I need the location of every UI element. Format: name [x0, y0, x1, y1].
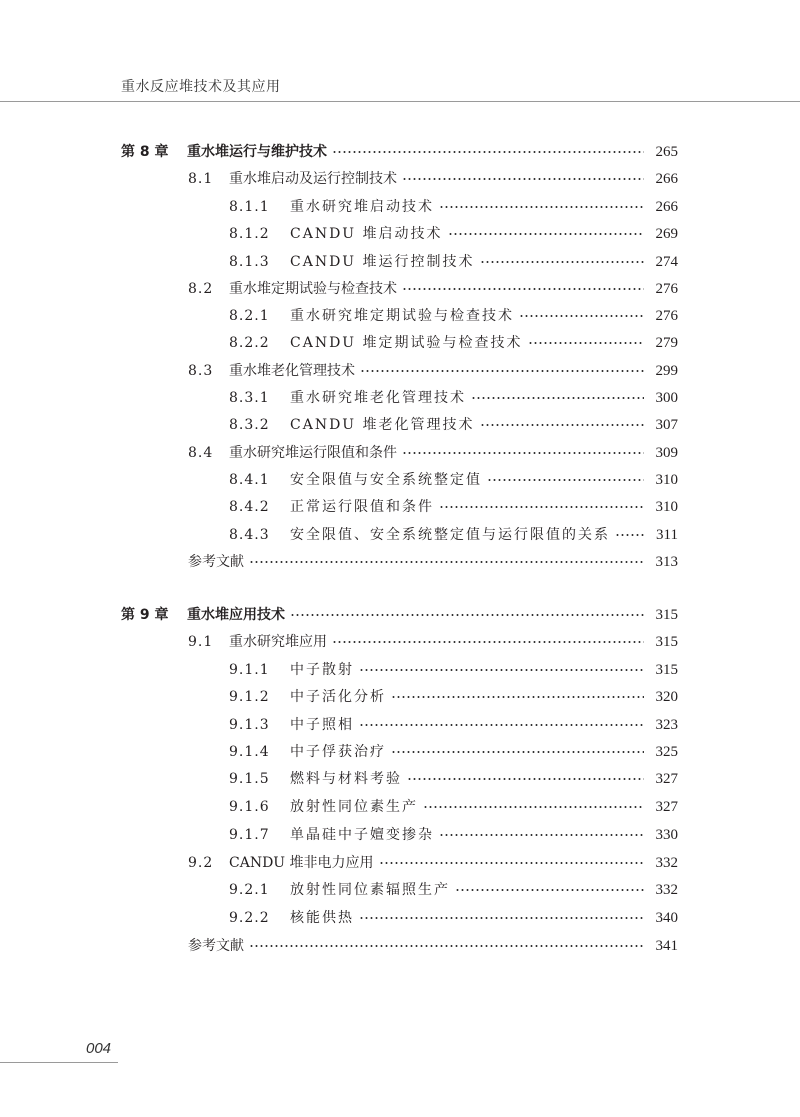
- entry-title: CANDU 堆非电力应用: [229, 855, 374, 871]
- dot-leader: [487, 478, 644, 482]
- entry-number: 8.1: [188, 171, 214, 187]
- entry-page-number: 266: [655, 171, 678, 187]
- entry-title: 重水研究堆启动技术: [290, 199, 434, 215]
- entry-title: 核能供热: [290, 910, 354, 926]
- dot-leader: [480, 423, 644, 427]
- entry-title: 放射性同位素生产: [290, 799, 418, 815]
- entry-title: 重水研究堆应用: [229, 634, 327, 650]
- entry-number: 9.1.5: [229, 771, 270, 787]
- dot-leader: [471, 396, 644, 400]
- entry-page-number: 266: [655, 199, 678, 215]
- dot-leader: [359, 668, 644, 672]
- dot-leader: [519, 314, 644, 318]
- entry-number: 8.4: [188, 445, 214, 461]
- toc-entry-section: [188, 169, 678, 189]
- entry-number: 8.4.1: [229, 472, 270, 488]
- entry-title: 中子照相: [290, 717, 354, 733]
- entry-page-number: 274: [655, 254, 678, 270]
- toc-entry-subsection: [229, 306, 678, 326]
- toc-entry-subsection: [229, 769, 678, 789]
- entry-page-number: 332: [655, 882, 678, 898]
- entry-page-number: 313: [655, 554, 678, 570]
- entry-number: 8.4.3: [229, 527, 270, 543]
- entry-page-number: 315: [655, 662, 678, 678]
- entry-title: 单晶硅中子嬗变掺杂: [290, 827, 434, 843]
- entry-title: 中子俘获治疗: [290, 744, 386, 760]
- entry-page-number: 320: [655, 689, 678, 705]
- entry-number: 第 8 章: [121, 144, 169, 160]
- toc-entry-subsection: [229, 415, 678, 435]
- entry-page-number: 300: [655, 390, 678, 406]
- toc-entry-subsection: [229, 742, 678, 762]
- dot-leader: [423, 805, 644, 809]
- dot-leader: [249, 560, 644, 564]
- entry-number: 9.2.1: [229, 882, 270, 898]
- entry-page-number: 311: [656, 527, 678, 543]
- toc-entry-subsection: [229, 880, 678, 900]
- dot-leader: [439, 205, 644, 209]
- dot-leader: [359, 723, 644, 727]
- entry-title: 中子散射: [290, 662, 354, 678]
- entry-number: 9.1.6: [229, 799, 270, 815]
- dot-leader: [379, 861, 644, 865]
- dot-leader: [359, 916, 644, 920]
- entry-title: CANDU 堆老化管理技术: [290, 417, 475, 433]
- toc-entry-subsection: [229, 333, 678, 353]
- entry-title: 安全限值与安全系统整定值: [290, 472, 482, 488]
- entry-page-number: 341: [655, 938, 678, 954]
- entry-title: 燃料与材料考验: [290, 771, 402, 787]
- entry-number: 8.2: [188, 281, 214, 297]
- entry-page-number: 276: [655, 308, 678, 324]
- entry-title: CANDU 堆定期试验与检查技术: [290, 335, 523, 351]
- entry-title: 重水堆老化管理技术: [229, 363, 355, 379]
- toc-entry-subsection: [229, 715, 678, 735]
- entry-title: 重水研究堆老化管理技术: [290, 390, 466, 406]
- entry-title: 放射性同位素辐照生产: [290, 882, 450, 898]
- dot-leader: [332, 150, 644, 154]
- entry-number: 8.1.2: [229, 226, 270, 242]
- toc-entry-section: [188, 361, 678, 381]
- entry-number: 8.1.3: [229, 254, 270, 270]
- dot-leader: [402, 287, 644, 291]
- dot-leader: [402, 451, 644, 455]
- entry-title: 重水研究堆运行限值和条件: [229, 445, 397, 461]
- entry-page-number: 269: [655, 226, 678, 242]
- dot-leader: [439, 833, 644, 837]
- entry-page-number: 325: [655, 744, 678, 760]
- toc-entry-subsection: [229, 388, 678, 408]
- toc-entry-subsection: [229, 525, 678, 545]
- entry-number: 8.2.1: [229, 308, 270, 324]
- entry-number: 9.1.3: [229, 717, 270, 733]
- entry-page-number: 332: [655, 855, 678, 871]
- entry-title: 重水堆启动及运行控制技术: [229, 171, 397, 187]
- toc-entry-subsection: [229, 687, 678, 707]
- entry-page-number: 315: [655, 634, 678, 650]
- dot-leader: [391, 695, 644, 699]
- toc-entry-subsection: [229, 197, 678, 217]
- dot-leader: [528, 341, 644, 345]
- entry-title: 重水堆定期试验与检查技术: [229, 281, 397, 297]
- entry-page-number: 310: [655, 499, 678, 515]
- entry-number: 9.2.2: [229, 910, 270, 926]
- entry-page-number: 315: [655, 607, 678, 623]
- dot-leader: [402, 177, 644, 181]
- toc-entry-section: [188, 632, 678, 652]
- dot-leader: [249, 944, 644, 948]
- entry-title: 参考文献: [188, 554, 244, 570]
- toc-entry-subsection: [229, 825, 678, 845]
- toc-entry-ref: [188, 936, 678, 956]
- entry-page-number: 310: [655, 472, 678, 488]
- entry-title: 重水堆应用技术: [187, 607, 285, 623]
- toc-entry-subsection: [229, 908, 678, 928]
- entry-title: 中子活化分析: [290, 689, 386, 705]
- toc-entry-subsection: [229, 497, 678, 517]
- toc-entry-subsection: [229, 470, 678, 490]
- toc-entry-subsection: [229, 660, 678, 680]
- entry-page-number: 323: [655, 717, 678, 733]
- entry-title: 正常运行限值和条件: [290, 499, 434, 515]
- page-number: 004: [86, 1040, 112, 1057]
- entry-number: 9.1.4: [229, 744, 270, 760]
- entry-number: 8.3.1: [229, 390, 270, 406]
- entry-number: 9.2: [188, 855, 214, 871]
- toc-entry-subsection: [229, 224, 678, 244]
- entry-page-number: 307: [655, 417, 678, 433]
- header-divider: [0, 101, 800, 102]
- entry-number: 9.1: [188, 634, 214, 650]
- entry-number: 第 9 章: [121, 607, 169, 623]
- entry-number: 8.3.2: [229, 417, 270, 433]
- dot-leader: [615, 533, 644, 537]
- entry-number: 8.3: [188, 363, 214, 379]
- book-title: 重水反应堆技术及其应用: [121, 79, 281, 95]
- entry-title: 参考文献: [188, 938, 244, 954]
- toc-entry-subsection: [229, 252, 678, 272]
- dot-leader: [455, 888, 644, 892]
- entry-number: 9.1.7: [229, 827, 270, 843]
- toc-entry-section: [188, 279, 678, 299]
- dot-leader: [360, 369, 644, 373]
- toc-entry-section: [188, 853, 678, 873]
- entry-title: 重水研究堆定期试验与检查技术: [290, 308, 514, 324]
- dot-leader: [391, 750, 644, 754]
- entry-page-number: 276: [655, 281, 678, 297]
- dot-leader: [332, 640, 644, 644]
- entry-page-number: 327: [655, 771, 678, 787]
- toc-entry-chapter: [121, 605, 678, 625]
- footer-divider: [0, 1062, 118, 1063]
- dot-leader: [407, 777, 644, 781]
- dot-leader: [480, 260, 644, 264]
- toc-entry-chapter: [121, 142, 678, 162]
- dot-leader: [448, 232, 644, 236]
- dot-leader: [439, 505, 644, 509]
- entry-title: 安全限值、安全系统整定值与运行限值的关系: [290, 527, 610, 543]
- entry-title: CANDU 堆启动技术: [290, 226, 443, 242]
- entry-title: CANDU 堆运行控制技术: [290, 254, 475, 270]
- entry-page-number: 330: [655, 827, 678, 843]
- toc-entry-subsection: [229, 797, 678, 817]
- toc-entry-ref: [188, 552, 678, 572]
- entry-number: 9.1.2: [229, 689, 270, 705]
- entry-page-number: 299: [655, 363, 678, 379]
- entry-page-number: 309: [655, 445, 678, 461]
- entry-number: 8.1.1: [229, 199, 270, 215]
- entry-number: 8.2.2: [229, 335, 270, 351]
- toc-entry-section: [188, 443, 678, 463]
- entry-number: 9.1.1: [229, 662, 270, 678]
- entry-page-number: 340: [655, 910, 678, 926]
- dot-leader: [290, 613, 644, 617]
- entry-number: 8.4.2: [229, 499, 270, 515]
- entry-page-number: 327: [655, 799, 678, 815]
- entry-title: 重水堆运行与维护技术: [187, 144, 327, 160]
- entry-page-number: 265: [655, 144, 678, 160]
- entry-page-number: 279: [655, 335, 678, 351]
